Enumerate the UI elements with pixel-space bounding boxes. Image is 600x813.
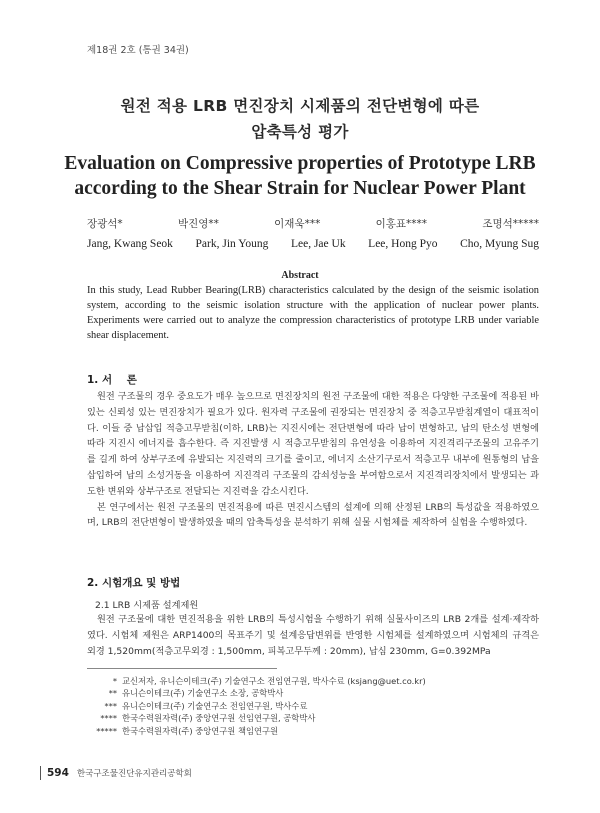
- page-number: 594: [47, 767, 69, 779]
- footnote-text: 교신저자, 유니슨이테크(주) 기술연구소 전임연구원, 박사수료 (ksjang@uet.co.kr): [122, 676, 426, 686]
- footnote-divider: [87, 668, 277, 669]
- abstract-heading: Abstract: [281, 270, 319, 281]
- footnote-text: 한국수력원자력(주) 중앙연구원 책임연구원: [122, 725, 279, 736]
- author-name-en: Lee, Jae Uk: [290, 238, 346, 250]
- footnote: [87, 675, 426, 687]
- korean-title-line-2: 압축특성 평가: [251, 123, 349, 141]
- abstract-text: In this study, Lead Rubber Bearing(LRB) characteristics calculated by the design of the seismic isolation system, according to the seismic isolation structure with the application of nuclear power plants. Experiments were carried out to analyze the compression characteristics of prototype LRB under variable shear displacement.: [87, 285, 539, 341]
- author-name-ko: 박진영**: [177, 218, 219, 230]
- journal-name: 한국구조물진단유지관리공학회: [76, 769, 192, 779]
- author-name-en: Park, Jin Young: [195, 238, 269, 250]
- author-name-ko: 조명석*****: [482, 218, 539, 230]
- korean-title-line-1: 원전 적용 LRB 면진장치 시제품의 전단변형에 따른: [120, 97, 480, 115]
- volume-issue-label: 제18권 2호 (통권 34권): [87, 45, 189, 56]
- author-name-en: Jang, Kwang Seok: [87, 238, 173, 250]
- author-name-ko: 장광석*: [87, 218, 123, 230]
- paragraph: 원전 구조물에 대한 면진적용을 위한 LRB의 특성시험을 수행하기 위해 실물사이즈의 LRB 2개를 설계·제작하였다. 시험체 제원은 ARP1400의 목표주기 및 설계응답변위를 반영한 시험체를 설계하였으며 시험체의 규격은 외경 1,520mm(적층고무외경 : 1,500mm, 피복고무두께 : 20mm), 납심 230mm, G=0.392MPa: [87, 614, 539, 657]
- footnote-mark: ***: [104, 700, 117, 711]
- footnote-text: 유니슨이테크(주) 기술연구소 전임연구원, 박사수료: [122, 700, 308, 711]
- page-footer: [40, 766, 192, 780]
- english-title-line-2: according to the Shear Strain for Nuclear Power Plant: [74, 178, 526, 199]
- paragraph: 본 연구에서는 원전 구조물의 면진적용에 따른 면진시스템의 설계에 의해 산정된 LRB의 특성값을 적용하였으며, LRB의 전단변형이 발생하였을 때의 압축특성을 분석하기 위해 실물 시험체를 제작하여 실험을 수행하였다.: [87, 501, 539, 529]
- author-name-ko: 이재욱***: [274, 218, 321, 230]
- author-name-en: Lee, Hong Pyo: [368, 238, 438, 250]
- footnote-mark: *****: [96, 725, 117, 736]
- footnote-mark: *: [112, 676, 117, 686]
- paragraph: 원전 구조물의 경우 중요도가 매우 높으므로 면진장치의 원전 구조물에 대한 적용은 다양한 구조물에 적용된 바 있는 신뢰성 있는 면진장치가 필요가 있다. 원자력 구조물에 권장되는 면진장치 중 적층고무받침계열이 대표적이다. 이들 중 납삽입 적층고무받침(이하, LRB)는 지진시에는 전단변형에 따라 납이 변형하고, 납의 탄소성 변형에 따라 지진시 에너지를 흡수한다. 즉 지진발생 시 적층고무받침의 유연성을 이용하여 지진격리구조물의 고유주기를 길게 하여 상부구조에 유발되는 지진력의 크기를 줄이고, 에너지 소산기구로서 적층고무 내부에 원통형의 납을 삽입하여 납의 소성거동을 이용하여 지진격리 구조물의 감쇠성능을 부여함으로서 지진격리장치에서 발생되는 과도한 변위와 상부구조로 전달되는 지진력을 감소시킨다.: [87, 391, 539, 497]
- english-title-line-1: Evaluation on Compressive properties of Prototype LRB: [64, 153, 536, 174]
- footnotes: [87, 675, 426, 737]
- footnote: [87, 725, 426, 737]
- subsection-2-1-heading: 2.1 LRB 시제품 설계제원: [95, 600, 199, 611]
- footnote: [87, 700, 426, 712]
- author-name-en: Cho, Myung Sug: [460, 238, 539, 250]
- section-1-body: [87, 389, 539, 531]
- section-1-heading: 1. 서 론: [87, 374, 137, 386]
- footnote-mark: ****: [100, 713, 117, 724]
- section-2-heading: 2. 시험개요 및 방법: [87, 577, 181, 589]
- footnote-text: 한국수력원자력(주) 중앙연구원 선임연구원, 공학박사: [122, 713, 316, 724]
- section-2-body: [87, 612, 539, 659]
- footnote-text: 유니슨이테크(주) 기술연구소 소장, 공학박사: [122, 688, 284, 699]
- authors-english: [87, 238, 539, 250]
- footnote: [87, 712, 426, 724]
- authors-korean: [87, 216, 539, 231]
- footnote: [87, 687, 426, 699]
- author-name-ko: 이홍표****: [375, 218, 428, 230]
- footnote-mark: **: [108, 688, 117, 699]
- footer-divider: [40, 766, 41, 780]
